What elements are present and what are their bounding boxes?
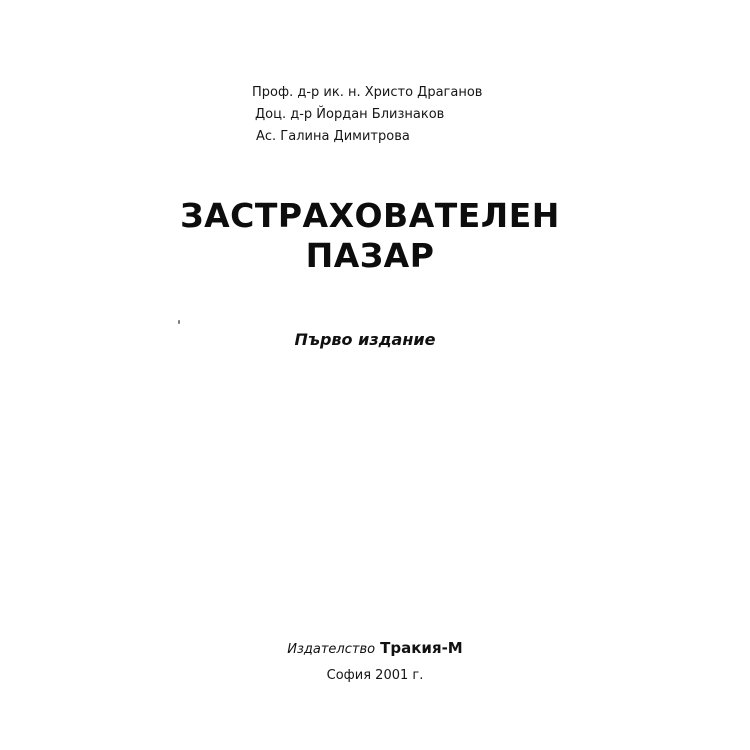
author-list bbox=[252, 82, 512, 148]
place-year: София 2001 г. bbox=[326, 668, 424, 683]
edition-label: Първо издание bbox=[294, 330, 436, 349]
author-name: Доц. д-р Йордан Близнаков bbox=[255, 107, 445, 122]
publisher-line bbox=[210, 638, 540, 657]
publisher-name: Тракия-М bbox=[380, 639, 463, 657]
author-name: Ас. Галина Димитрова bbox=[256, 129, 410, 144]
book-title bbox=[140, 196, 600, 276]
book-title-line-1: ЗАСТРАХОВАТЕЛЕН bbox=[180, 196, 560, 235]
book-title-line-2: ПАЗАР bbox=[305, 236, 435, 275]
scan-speck bbox=[178, 320, 180, 324]
author-name: Проф. д-р ик. н. Христо Драганов bbox=[252, 85, 483, 100]
publisher-prefix: Издателство bbox=[287, 642, 376, 657]
